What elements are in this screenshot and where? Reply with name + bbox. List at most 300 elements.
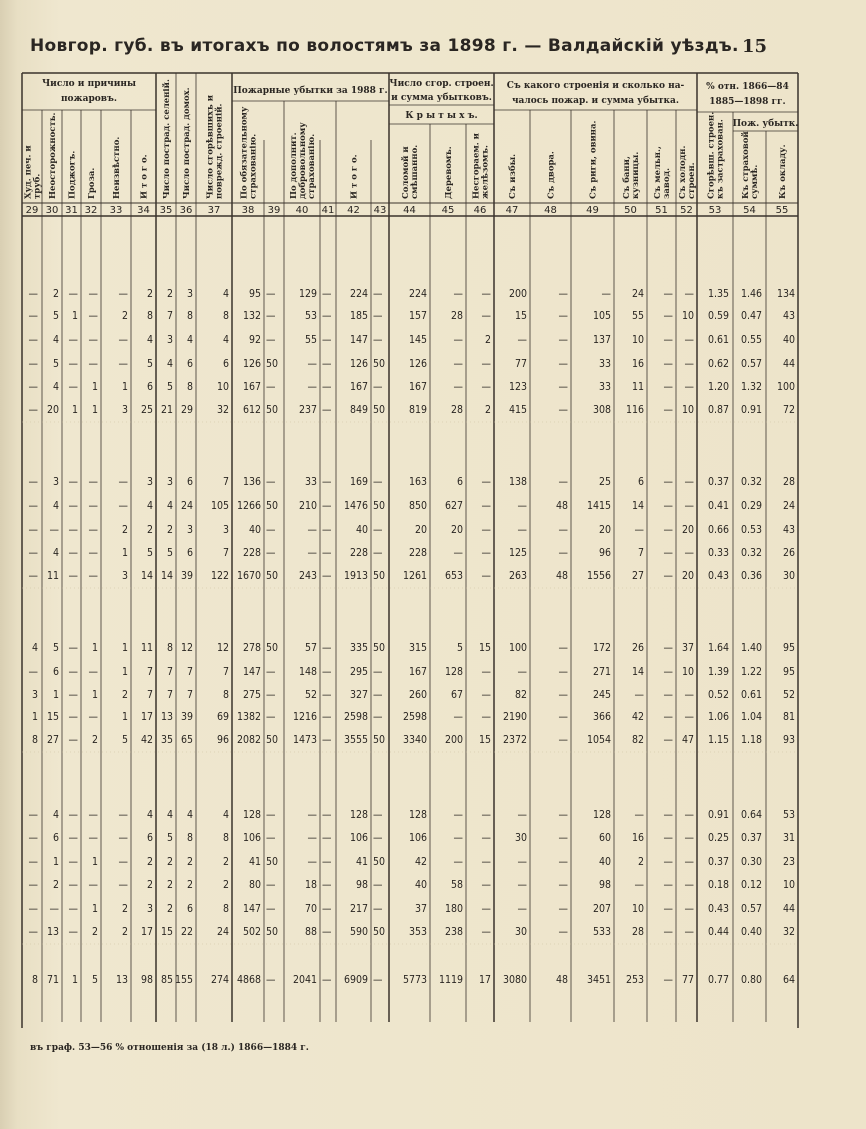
table-cell: 58 xyxy=(450,879,463,891)
table-cell: 6 xyxy=(52,666,59,678)
table-cell: — xyxy=(684,358,694,370)
table-cell: — xyxy=(322,689,332,701)
table-cell: 136 xyxy=(242,476,261,488)
table-cell: — xyxy=(684,856,694,868)
table-cell: 238 xyxy=(444,926,463,938)
table-cell: — xyxy=(481,666,491,678)
table-cell: — xyxy=(68,476,78,488)
table-cell: 42 xyxy=(631,711,644,723)
table-cell: — xyxy=(663,358,673,370)
table-cell: — xyxy=(49,524,59,536)
table-cell: 0.66 xyxy=(707,524,729,536)
table-cell: 123 xyxy=(508,381,527,393)
table-cell: 8 xyxy=(186,381,193,393)
table-cell: 50 xyxy=(373,734,386,746)
table-cell: 274 xyxy=(210,974,229,986)
table-cell: 0.30 xyxy=(740,856,762,868)
table-cell: 0.87 xyxy=(707,404,729,416)
table-cell: 42 xyxy=(414,856,427,868)
table-cell: 0.59 xyxy=(707,310,729,322)
table-cell: — xyxy=(118,500,128,512)
table-cell: — xyxy=(453,856,463,868)
header-buildings-cont: и сумма убытковъ. xyxy=(391,93,492,103)
table-cell: 3 xyxy=(222,524,229,536)
table-cell: 243 xyxy=(298,570,317,582)
table-cell: 1 xyxy=(121,547,128,559)
table-cell: 2 xyxy=(52,879,59,891)
table-cell: — xyxy=(684,711,694,723)
table-cell: — xyxy=(307,358,317,370)
table-cell: — xyxy=(322,334,332,346)
table-cell: 3555 xyxy=(343,734,368,746)
column-number: 50 xyxy=(624,205,637,216)
table-cell: 100 xyxy=(776,381,795,393)
table-cell: — xyxy=(481,524,491,536)
table-cell: 24 xyxy=(782,500,795,512)
column-label: смѣшанно. xyxy=(410,144,420,199)
table-cell: 50 xyxy=(373,856,386,868)
table-cell: 8 xyxy=(222,832,229,844)
table-cell: — xyxy=(28,381,38,393)
table-cell: — xyxy=(517,524,527,536)
table-cell: 105 xyxy=(592,310,611,322)
table-cell: — xyxy=(634,524,644,536)
table-cell: 52 xyxy=(782,689,795,701)
table-cell: — xyxy=(663,734,673,746)
table-cell: 40 xyxy=(248,524,261,536)
table-cell: — xyxy=(68,642,78,654)
table-cell: 50 xyxy=(373,500,386,512)
table-cell: 1 xyxy=(91,404,98,416)
table-cell: — xyxy=(373,689,383,701)
table-cell: 10 xyxy=(681,310,694,322)
table-cell: 653 xyxy=(444,570,463,582)
table-cell: 1476 xyxy=(343,500,368,512)
column-number: 53 xyxy=(708,205,722,216)
table-cell: 0.18 xyxy=(707,879,729,891)
table-cell: 17 xyxy=(140,711,153,723)
table-cell: — xyxy=(266,334,276,346)
table-cell: — xyxy=(663,547,673,559)
table-cell: 3080 xyxy=(502,974,527,986)
table-cell: 13 xyxy=(46,926,59,938)
table-cell: 1.04 xyxy=(740,711,762,723)
table-cell: 0.29 xyxy=(740,500,762,512)
table-cell: 44 xyxy=(782,903,795,915)
table-cell: 32 xyxy=(782,926,795,938)
table-cell: 2 xyxy=(52,288,59,300)
table-cell: 64 xyxy=(782,974,795,986)
table-cell: 8 xyxy=(222,689,229,701)
table-cell: — xyxy=(28,500,38,512)
table-cell: 167 xyxy=(242,381,261,393)
table-cell: 4 xyxy=(166,358,173,370)
table-cell: 39 xyxy=(180,570,193,582)
table-cell: 8 xyxy=(166,642,173,654)
table-cell: — xyxy=(118,476,128,488)
table-cell: 40 xyxy=(414,879,427,891)
table-cell: 28 xyxy=(631,926,644,938)
table-cell: — xyxy=(28,879,38,891)
table-cell: 15 xyxy=(160,926,173,938)
table-cell: — xyxy=(322,404,332,416)
table-cell: 5 xyxy=(52,358,59,370)
table-cell: 20 xyxy=(681,524,694,536)
column-label: Съ мельн., xyxy=(653,146,663,199)
column-number: 46 xyxy=(473,205,487,216)
table-cell: — xyxy=(322,856,332,868)
table-cell: 2 xyxy=(121,689,128,701)
table-cell: — xyxy=(266,974,276,986)
table-cell: 50 xyxy=(373,404,386,416)
table-cell: 95 xyxy=(248,288,261,300)
table-cell: — xyxy=(118,334,128,346)
table-cell: — xyxy=(453,832,463,844)
table-cell: — xyxy=(88,476,98,488)
table-cell: — xyxy=(88,310,98,322)
table-cell: — xyxy=(453,288,463,300)
table-cell: — xyxy=(68,926,78,938)
table-cell: 27 xyxy=(46,734,59,746)
table-cell: 4 xyxy=(222,334,229,346)
table-cell: 0.77 xyxy=(707,974,729,986)
table-cell: — xyxy=(322,832,332,844)
table-cell: — xyxy=(28,404,38,416)
table-cell: 105 xyxy=(210,500,229,512)
table-cell: 14 xyxy=(140,570,153,582)
table-cell: — xyxy=(558,310,568,322)
column-number: 52 xyxy=(680,205,693,216)
table-cell: 96 xyxy=(598,547,611,559)
table-cell: 128 xyxy=(349,809,368,821)
table-cell: 0.12 xyxy=(740,879,762,891)
column-number: 38 xyxy=(241,205,255,216)
table-cell: — xyxy=(663,832,673,844)
column-label: Неосторожность. xyxy=(48,112,58,199)
table-cell: — xyxy=(634,879,644,891)
table-cell: — xyxy=(266,711,276,723)
table-cell: 148 xyxy=(298,666,317,678)
column-number: 35 xyxy=(159,205,173,216)
table-cell: — xyxy=(118,879,128,891)
table-cell: 125 xyxy=(508,547,527,559)
column-label: Число пострад. селеній. xyxy=(162,79,172,199)
table-cell: — xyxy=(28,926,38,938)
table-cell: 366 xyxy=(592,711,611,723)
table-cell: — xyxy=(558,711,568,723)
column-number: 29 xyxy=(25,205,39,216)
column-label: Несгораем. и xyxy=(471,133,482,199)
header-fires-cont: пожаровъ. xyxy=(60,94,118,104)
table-cell: — xyxy=(481,926,491,938)
table-cell: — xyxy=(558,832,568,844)
table-cell: — xyxy=(517,903,527,915)
column-number: 43 xyxy=(373,205,387,216)
table-cell: 245 xyxy=(592,689,611,701)
table-cell: 1 xyxy=(31,711,38,723)
table-cell: 2 xyxy=(121,926,128,938)
table-cell: 50 xyxy=(266,856,279,868)
table-cell: — xyxy=(453,711,463,723)
table-cell: 228 xyxy=(242,547,261,559)
table-cell: 28 xyxy=(450,310,463,322)
table-cell: 2 xyxy=(121,524,128,536)
table-cell: 3 xyxy=(186,288,193,300)
header-fires: Число и причины xyxy=(41,79,137,89)
column-number: 42 xyxy=(347,205,360,216)
table-cell: 7 xyxy=(166,310,173,322)
table-cell: 0.33 xyxy=(707,547,729,559)
column-number: 54 xyxy=(743,205,756,216)
table-cell: 8 xyxy=(31,974,38,986)
table-cell: — xyxy=(684,926,694,938)
column-label: Худ. печ. и xyxy=(23,145,34,199)
table-cell: 1.64 xyxy=(707,642,729,654)
column-label: Съ бани, xyxy=(622,156,632,199)
table-cell: — xyxy=(68,832,78,844)
table-cell: 0.41 xyxy=(707,500,729,512)
table-cell: — xyxy=(558,642,568,654)
table-cell: 7 xyxy=(222,476,229,488)
table-cell: — xyxy=(517,809,527,821)
table-cell: 5 xyxy=(52,310,59,322)
table-cell: 53 xyxy=(782,809,795,821)
column-number: 37 xyxy=(207,205,221,216)
header-roofs: К р ы т ы х ъ. xyxy=(405,111,478,121)
table-cell: 15 xyxy=(514,310,527,322)
table-cell: 126 xyxy=(242,358,261,370)
table-cell: 98 xyxy=(598,879,611,891)
table-cell: — xyxy=(481,500,491,512)
table-cell: 16 xyxy=(631,358,644,370)
table-cell: — xyxy=(558,358,568,370)
table-cell: 4 xyxy=(166,500,173,512)
table-cell: 50 xyxy=(373,570,386,582)
table-cell: 88 xyxy=(304,926,317,938)
table-cell: 12 xyxy=(180,642,193,654)
table-cell: 1 xyxy=(71,404,78,416)
table-cell: 2 xyxy=(186,856,193,868)
table-cell: 55 xyxy=(304,334,317,346)
table-cell: 0.91 xyxy=(740,404,762,416)
table-cell: — xyxy=(558,903,568,915)
table-cell: 50 xyxy=(266,734,279,746)
table-cell: — xyxy=(517,500,527,512)
table-cell: 20 xyxy=(46,404,59,416)
table-cell: 20 xyxy=(414,524,427,536)
table-cell: 0.40 xyxy=(740,926,762,938)
table-cell: — xyxy=(322,903,332,915)
table-cell: 4868 xyxy=(236,974,261,986)
table-cell: 33 xyxy=(598,381,611,393)
table-cell: 12 xyxy=(216,642,229,654)
page-number: 15 xyxy=(742,36,768,57)
column-label: Съ двора. xyxy=(546,151,557,199)
table-cell: — xyxy=(88,288,98,300)
table-cell: — xyxy=(373,711,383,723)
table-cell: 167 xyxy=(349,381,368,393)
table-cell: 24 xyxy=(216,926,229,938)
table-cell: 4 xyxy=(52,500,59,512)
table-cell: 20 xyxy=(598,524,611,536)
table-cell: 6 xyxy=(186,476,193,488)
table-cell: — xyxy=(558,689,568,701)
table-cell: — xyxy=(684,500,694,512)
table-cell: 2190 xyxy=(502,711,527,723)
table-cell: 42 xyxy=(140,734,153,746)
table-cell: 10 xyxy=(216,381,229,393)
table-cell: 128 xyxy=(408,809,427,821)
table-cell: 10 xyxy=(782,879,795,891)
table-cell: — xyxy=(68,689,78,701)
table-cell: 0.37 xyxy=(707,476,729,488)
column-label: труб. xyxy=(32,173,43,199)
table-cell: 95 xyxy=(782,666,795,678)
table-cell: 2 xyxy=(166,903,173,915)
column-number: 55 xyxy=(775,205,789,216)
table-cell: 128 xyxy=(242,809,261,821)
table-cell: 5 xyxy=(52,642,59,654)
table-cell: 1 xyxy=(91,689,98,701)
table-cell: — xyxy=(307,856,317,868)
table-cell: — xyxy=(663,974,673,986)
table-cell: — xyxy=(266,547,276,559)
table-cell: — xyxy=(663,500,673,512)
table-cell: 278 xyxy=(242,642,261,654)
table-cell: — xyxy=(558,926,568,938)
table-cell: 0.43 xyxy=(707,570,729,582)
column-label: Гроза. xyxy=(87,167,97,199)
table-cell: 15 xyxy=(46,711,59,723)
table-cell: 849 xyxy=(349,404,368,416)
table-cell: 2041 xyxy=(292,974,317,986)
table-cell: — xyxy=(322,547,332,559)
table-cell: 8 xyxy=(222,310,229,322)
table-cell: — xyxy=(481,476,491,488)
table-cell: 5 xyxy=(166,832,173,844)
table-cell: — xyxy=(266,524,276,536)
table-cell: — xyxy=(373,903,383,915)
table-cell: 7 xyxy=(146,689,153,701)
table-cell: — xyxy=(481,832,491,844)
table-cell: 28 xyxy=(782,476,795,488)
column-number: 40 xyxy=(295,205,309,216)
table-cell: — xyxy=(88,711,98,723)
table-cell: 100 xyxy=(508,642,527,654)
table-cell: — xyxy=(322,974,332,986)
table-cell: — xyxy=(663,666,673,678)
table-cell: — xyxy=(663,711,673,723)
table-cell: 2 xyxy=(186,879,193,891)
table-cell: 13 xyxy=(160,711,173,723)
column-label: Деревомъ. xyxy=(444,146,454,199)
table-cell: — xyxy=(68,856,78,868)
table-cell: 18 xyxy=(304,879,317,891)
table-cell: 1 xyxy=(121,666,128,678)
table-cell: 10 xyxy=(631,903,644,915)
table-cell: 1.22 xyxy=(740,666,762,678)
table-cell: 590 xyxy=(349,926,368,938)
table-cell: 147 xyxy=(242,666,261,678)
table-cell: 502 xyxy=(242,926,261,938)
table-cell: 1 xyxy=(121,381,128,393)
table-cell: 52 xyxy=(304,689,317,701)
table-cell: 271 xyxy=(592,666,611,678)
table-cell: — xyxy=(307,809,317,821)
column-label: По обязательному xyxy=(239,106,250,199)
table-cell: — xyxy=(481,310,491,322)
table-cell: 0.32 xyxy=(740,547,762,559)
column-label: страхованію. xyxy=(307,133,317,199)
column-label: Къ страховой xyxy=(741,131,751,199)
table-cell: — xyxy=(663,642,673,654)
table-cell: — xyxy=(118,832,128,844)
table-cell: 50 xyxy=(266,570,279,582)
column-number: 32 xyxy=(84,205,98,216)
column-number: 34 xyxy=(137,205,150,216)
table-cell: 17 xyxy=(478,974,491,986)
table-cell: 185 xyxy=(349,310,368,322)
table-cell: — xyxy=(266,879,276,891)
table-cell: — xyxy=(28,358,38,370)
table-cell: 0.80 xyxy=(740,974,762,986)
table-cell: 275 xyxy=(242,689,261,701)
table-cell: 263 xyxy=(508,570,527,582)
table-cell: 327 xyxy=(349,689,368,701)
table-cell: 0.36 xyxy=(740,570,762,582)
table-cell: 11 xyxy=(46,570,59,582)
table-cell: 53 xyxy=(304,310,317,322)
table-cell: — xyxy=(88,666,98,678)
table-cell: 50 xyxy=(266,358,279,370)
table-cell: 25 xyxy=(140,404,153,416)
table-cell: 315 xyxy=(408,642,427,654)
table-cell: 0.25 xyxy=(707,832,729,844)
table-cell: — xyxy=(481,358,491,370)
column-label: поврежд. строеній. xyxy=(214,103,225,199)
table-cell: 85 xyxy=(160,974,173,986)
table-cell: — xyxy=(266,476,276,488)
table-cell: — xyxy=(684,381,694,393)
table-cell: 7 xyxy=(222,666,229,678)
table-cell: 8 xyxy=(31,734,38,746)
table-cell: — xyxy=(453,381,463,393)
table-cell: 210 xyxy=(298,500,317,512)
table-cell: 1261 xyxy=(402,570,427,582)
table-cell: 147 xyxy=(242,903,261,915)
table-cell: 167 xyxy=(408,666,427,678)
column-label: къ застрахован. xyxy=(715,119,726,199)
column-number: 47 xyxy=(505,205,519,216)
table-cell: 1119 xyxy=(438,974,463,986)
table-cell: 1.15 xyxy=(707,734,729,746)
table-cell: 0.37 xyxy=(740,832,762,844)
table-cell: — xyxy=(684,334,694,346)
table-cell: — xyxy=(118,856,128,868)
table-cell: — xyxy=(68,711,78,723)
table-cell: — xyxy=(322,642,332,654)
table-cell: — xyxy=(373,832,383,844)
table-cell: — xyxy=(373,809,383,821)
column-label: Неизвѣстно. xyxy=(112,136,122,199)
table-cell: 2 xyxy=(166,288,173,300)
table-cell: 1.06 xyxy=(707,711,729,723)
page-title: Новгор. губ. въ итогахъ по волостямъ за 1898 г. — Валдайскій уѣздъ. xyxy=(30,36,739,56)
table-cell: 0.61 xyxy=(707,334,729,346)
table-cell: 50 xyxy=(266,404,279,416)
table-cell: 2 xyxy=(91,926,98,938)
table-cell: — xyxy=(373,381,383,393)
